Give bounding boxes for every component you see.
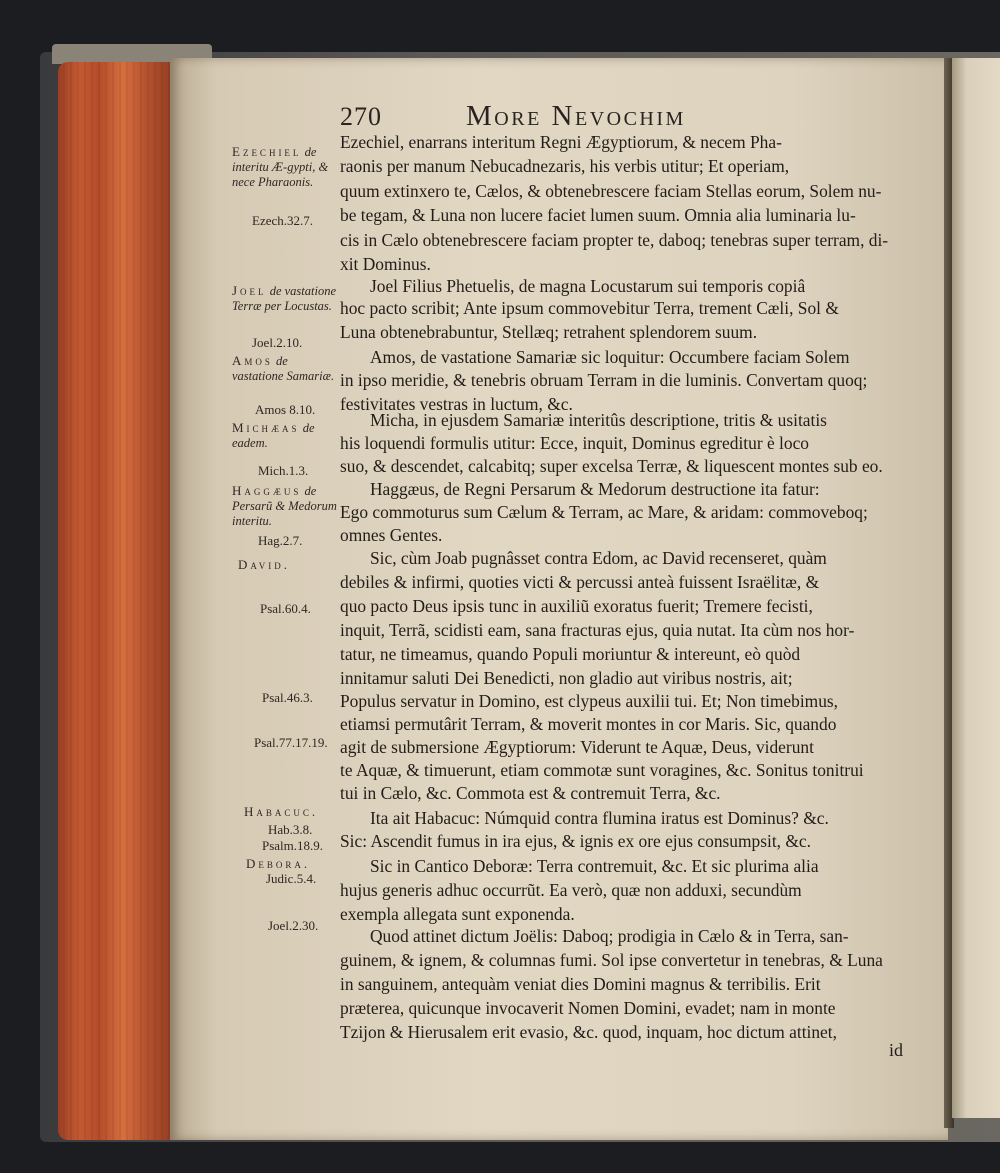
margin-note-name: David. — [238, 557, 290, 572]
running-head: More Nevochim — [466, 100, 686, 132]
margin-ref: Joel.2.10. — [252, 335, 303, 350]
text-line: festivitates vestras in luctum, &c. — [340, 394, 573, 414]
text-line: hujus generis adhuc occurrũt. Ea verò, quæ non adduxi, secundùm — [340, 880, 802, 900]
margin-ref: Psal.77.17.19. — [254, 735, 328, 750]
margin-ref: Joel.2.30. — [268, 918, 319, 933]
margin-note-desc: de interitu Æ-gypti, & nece Pharaonis. — [232, 145, 329, 189]
text-line: inquit, Terrã, scidisti eam, sana fracturas ejus, quia nutat. Ita cùm nos hor- — [340, 620, 855, 640]
text-line: Ego commoturus sum Cælum & Terram, ac Mare, & aridam: commoveboq; — [340, 502, 868, 522]
margin-note-name: Habacuc. — [244, 804, 319, 819]
text-line: Haggæus, de Regni Persarum & Medorum destructione ita fatur: — [370, 479, 820, 499]
text-line: in sanguinem, antequàm veniat dies Domini magnus & terribilis. Erit — [340, 974, 821, 994]
text-line: tatur, ne timeamus, quando Populi moriuntur & intereunt, eò quòd — [340, 644, 801, 664]
margin-note-habacuc — [244, 804, 344, 820]
margin-note-desc: de Persarũ & Medorum interitu. — [232, 484, 337, 528]
margin-note-desc: de vastatione Samariæ. — [232, 354, 335, 383]
text-line: xit Dominus. — [340, 254, 431, 274]
margin-note-desc: de vastatione Terræ per Locustas. — [232, 284, 336, 313]
margin-note-haggaeus — [232, 483, 337, 529]
text-line: quum extinxero te, Cælos, & obtenebrescere faciam Stellas eorum, Solem nu- — [340, 181, 882, 201]
margin-ref: Ezech.32.7. — [252, 213, 314, 228]
margin-ref: Hag.2.7. — [258, 533, 303, 548]
text-line: Quod attinet dictum Joëlis: Daboq; prodigia in Cælo & in Terra, san- — [370, 926, 849, 946]
text-line: Sic in Cantico Deboræ: Terra contremuit, &c. Et sic plurima alia — [370, 856, 819, 876]
margin-note-david — [238, 557, 338, 573]
margin-note-name: Haggæus — [232, 483, 302, 498]
margin-note-ezechiel — [232, 144, 337, 190]
text-line: his loquendi formulis utitur: Ecce, inquit, Dominus egreditur è loco — [340, 433, 809, 453]
text-line: cis in Cælo obtenebrescere faciam propter te, daboq; tenebras super terram, di- — [340, 230, 889, 250]
margin-ref: Mich.1.3. — [258, 463, 309, 478]
margin-note-michaeas — [232, 420, 337, 451]
text-line: Luna obtenebrabuntur, Stellæq; retrahent splendorem suum. — [340, 322, 758, 342]
text-line: Ita ait Habacuc: Númquid contra flumina iratus est Dominus? &c. — [370, 808, 829, 828]
text-line: suo, & descendet, calcabitq; super excelsa Terræ, & liquescent montes sub eo. — [340, 456, 883, 476]
margin-ref: Psal.60.4. — [260, 601, 311, 616]
text-line: Sic, cùm Joab pugnâsset contra Edom, ac David recenseret, quàm — [370, 548, 827, 568]
margin-note-desc: de eadem. — [232, 421, 315, 450]
text-line: Populus servatur in Domino, est clypeus auxilii tui. Et; Non timebimus, — [340, 691, 839, 711]
text-line: Sic: Ascendit fumus in ira ejus, & ignis ex ore ejus consumpsit, &c. — [340, 831, 811, 851]
margin-ref: Judic.5.4. — [266, 871, 317, 886]
facing-page-edge — [952, 58, 1000, 1118]
margin-note-name: Ezechiel — [232, 144, 302, 159]
text-line: exempla allegata sunt exponenda. — [340, 904, 575, 924]
margin-note-joel — [232, 283, 337, 314]
text-line: etiamsi permutârit Terram, & moverit montes in cor Maris. Sic, quando — [340, 714, 837, 734]
text-line: debiles & infirmi, quoties victi & percussi anteà fuissent Israëlitæ, & — [340, 572, 820, 592]
margin-note-name: Joel — [232, 283, 267, 298]
text-line: omnes Gentes. — [340, 525, 443, 545]
margin-ref: Psalm.18.9. — [262, 838, 324, 853]
text-line: guinem, & ignem, & columnas fumi. Sol ipse convertetur in tenebras, & Luna — [340, 950, 883, 970]
text-line: Joel Filius Phetuelis, de magna Locustarum sui temporis copiâ — [370, 276, 806, 296]
text-line: Micha, in ejusdem Samariæ interitûs descriptione, tritis & usitatis — [370, 410, 827, 430]
text-line: tui in Cælo, &c. Commota est & contremuit Terra, &c. — [340, 783, 721, 803]
text-line: hoc pacto scribit; Ante ipsum commovebitur Terra, trement Cæli, Sol & — [340, 298, 839, 318]
text-line: be tegam, & Luna non lucere faciet lumen suum. Omnia alia luminaria lu- — [340, 205, 856, 225]
text-line: in ipso meridie, & tenebris obruam Terram in die luminis. Convertam quoq; — [340, 370, 868, 390]
text-line: quo pacto Deus ipsis tunc in auxiliũ exoratus fuerit; Tremere fecisti, — [340, 596, 813, 616]
margin-note-amos — [232, 353, 337, 384]
margin-note-debora — [246, 856, 346, 872]
text-line: Ezechiel, enarrans interitum Regni Ægyptiorum, & necem Pha- — [340, 132, 782, 152]
text-line: Tzijon & Hierusalem erit evasio, &c. quod, inquam, hoc dictum attinet, — [340, 1022, 837, 1042]
margin-ref: Amos 8.10. — [255, 402, 316, 417]
margin-note-name: Debora. — [246, 856, 311, 871]
catchword: id — [888, 1040, 903, 1060]
text-line: præterea, quicunque invocaverit Nomen Domini, evadet; nam in monte — [340, 998, 836, 1018]
margin-ref: Psal.46.3. — [262, 690, 313, 705]
margin-note-name: Michæas — [232, 420, 300, 435]
page-block-lines — [58, 62, 176, 1140]
page-number: 270 — [340, 102, 382, 131]
text-line: te Aquæ, & timuerunt, etiam commotæ sunt voragines, &c. Sonitus tonitrui — [340, 760, 864, 780]
text-line: raonis per manum Nebucadnezaris, his verbis utitur; Et operiam, — [340, 156, 790, 176]
margin-note-name: Amos — [232, 353, 273, 368]
margin-ref: Hab.3.8. — [268, 822, 313, 837]
text-line: agit de submersione Ægyptiorum: Viderunt te Aquæ, Deus, viderunt — [340, 737, 814, 757]
text-line: innitamur saluti Dei Benedicti, non gladio aut viribus nostris, ait; — [340, 668, 793, 688]
text-line: Amos, de vastatione Samariæ sic loquitur: Occumbere faciam Solem — [370, 347, 850, 367]
